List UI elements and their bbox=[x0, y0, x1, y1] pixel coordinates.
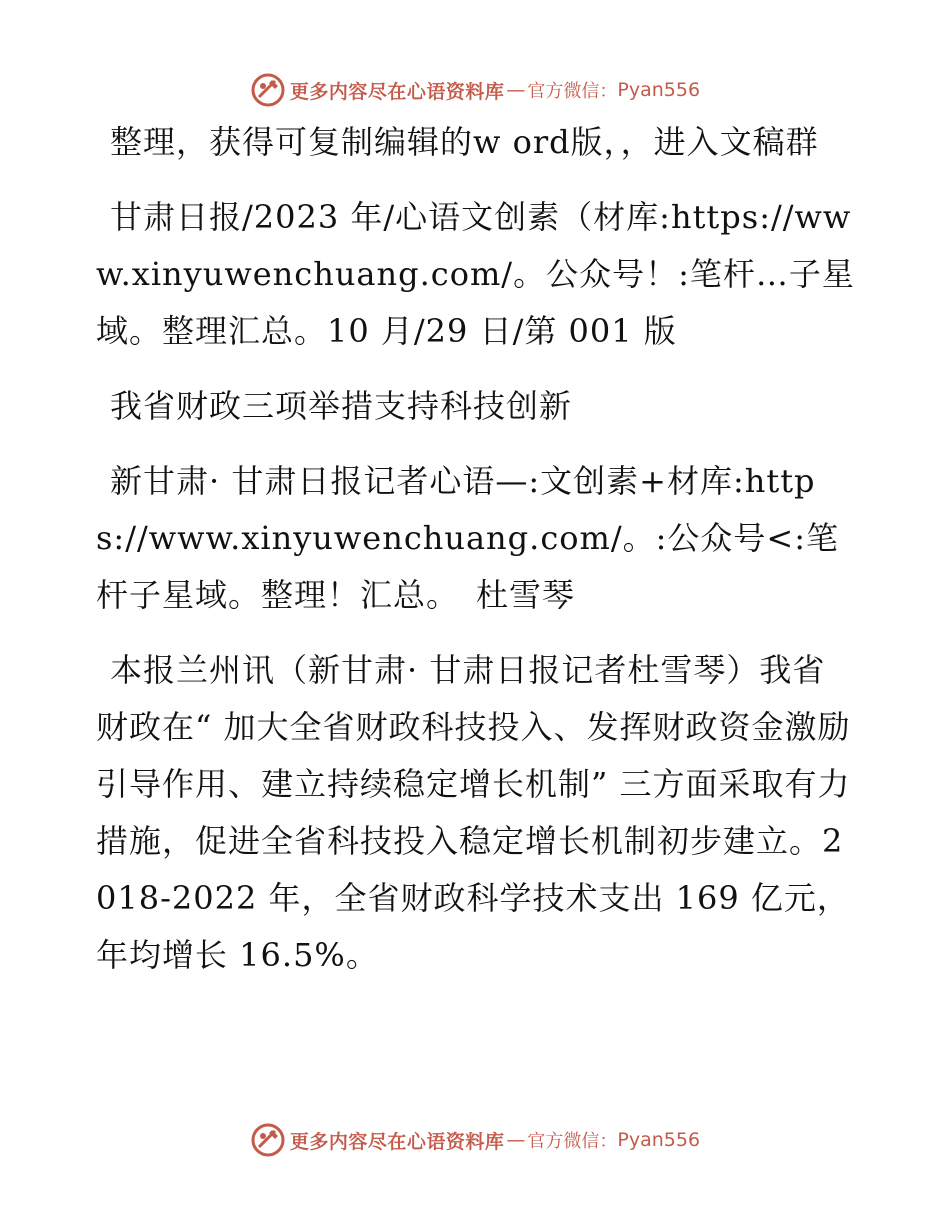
banner-wechat-label: 官方微信： bbox=[527, 1131, 618, 1152]
intro-paragraph: 整理，获得可复制编辑的w ord版，，进入文稿群 bbox=[110, 123, 819, 161]
banner-wechat-label: 官方微信： bbox=[527, 81, 618, 102]
banner-text: 更多内容尽在心语资料库 bbox=[289, 1130, 505, 1153]
document-body bbox=[96, 114, 856, 1002]
banner-wechat-id: Pyan556 bbox=[617, 1129, 701, 1151]
source-paragraph: 甘肃日报/2023 年/心语文创素（材库:https://www.xinyuwenchuang.com/。公众号！:笔杆…子星域。整理汇总。10 月/29 日/第 001 版 bbox=[96, 198, 855, 350]
article-paragraph: 本报兰州讯（新甘肃· 甘肃日报记者杜雪琴）我省财政在“ 加大全省财政科技投入、发挥财政资金激励引导作用、建立持续稳定增长机制” 三方面采取有力措施，促进全省科技投入稳定增长机制初步建立。2018-2022 年，全省财政科学技术支出 169 亿元，年均增长 16.5%。 bbox=[96, 651, 851, 974]
logo-icon bbox=[250, 72, 286, 108]
banner-text: 更多内容尽在心语资料库 bbox=[289, 80, 505, 103]
header-banner bbox=[0, 70, 950, 110]
article-title: 我省财政三项举措支持科技创新 bbox=[110, 387, 573, 425]
banner-separator: — bbox=[506, 79, 526, 101]
banner-wechat-id: Pyan556 bbox=[617, 79, 701, 101]
byline-paragraph: 新甘肃· 甘肃日报记者心语—:文创素+材库:https://www.xinyuwenchuang.com/。:公众号<:笔杆子星域。整理！汇总。 杜雪琴 bbox=[96, 462, 840, 614]
footer-banner bbox=[0, 1120, 950, 1160]
logo-icon bbox=[250, 1122, 286, 1158]
banner-separator: — bbox=[506, 1129, 526, 1151]
